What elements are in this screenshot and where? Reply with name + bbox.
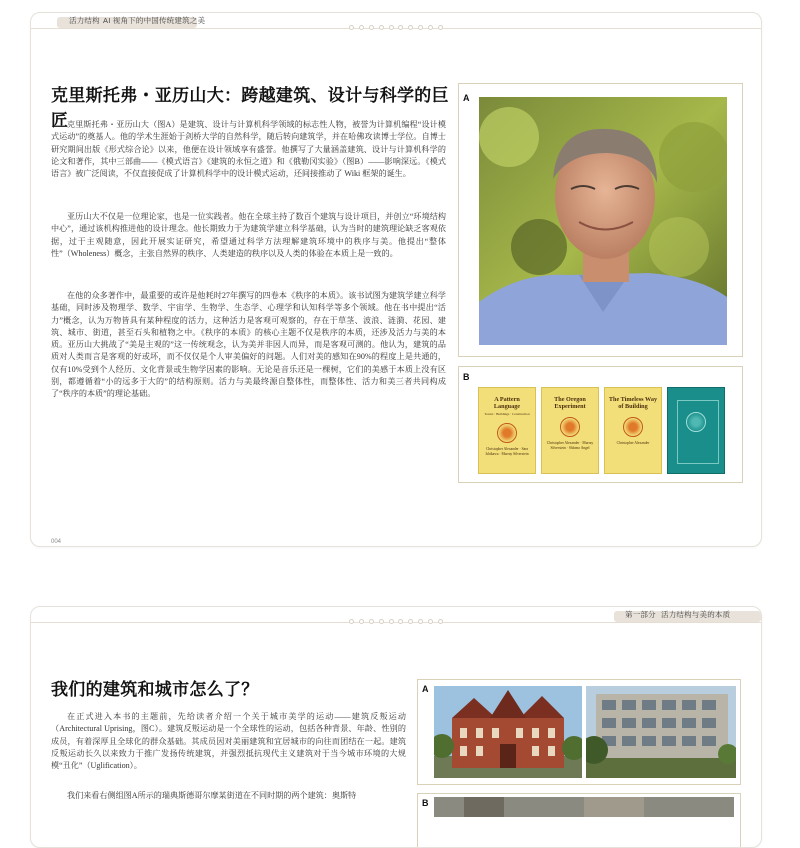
header-ornament bbox=[349, 619, 443, 626]
book-emblem-icon bbox=[497, 423, 517, 443]
figure-b-frame bbox=[417, 793, 741, 848]
modern-building-photo bbox=[586, 686, 736, 778]
header-book-title: AI 视角下的中国传统建筑之美 bbox=[103, 16, 206, 25]
paragraph-1: 在正式进入本书的主题前，先给读者介绍一个关于城市美学的运动——建筑反叛运动（Architectural Uprising，图C）。建筑反叛运动是一个全球性的运动，包括各种背景、年龄、性别的成员，有着深厚且全球化的群众基础。其成员因对美丽建筑和宜居城市的向往而团结在一起。建筑反叛运动长久以来致力于推广发扬传统建筑，并强烈抵抗现代主义建筑对于当今城市环境的大规模“丑化”（Uglification）。 bbox=[51, 712, 406, 771]
book-cover-teal bbox=[667, 387, 725, 474]
figure-a-label: A bbox=[422, 684, 429, 694]
paragraph-3: 在他的众多著作中，最重要的或许是他耗时27年撰写的四卷本《秩序的本质》。该书试图为建筑学建立科学基础，同时涉及物理学、数学、宇宙学、生物学、生态学、心理学和认知科学等多个领域。他在书中提出“活力”概念，认为万物皆具有某种程度的活力，这种活力是客观可观察的，存在于草茎、波浪、涟漪、花园、建筑、城市、街道，甚至石头和植物之中。《秩序的本质》的核心主题不仅是秩序的本质，还涉及活力与美的本质。亚历山大挑战了“美是主观的”这一传统观念，认为美并非因人而异，而是客观可测的。他认为，建筑的品质对人类而言是客观的好或坏，而不仅仅是个人审美偏好的问题。人们对美的感知在90%的程度上是共通的，仅有10%受到个人经历、文化背景或生物学因素的影响。无论是音乐还是一棵树，它们的美感于本质上没有区别，都遵循着“小的远多于大的”的结构原则。活力与美最终源自整体性，而整体性、活力和美三者共同构成了“秩序的本质”的理论基础。 bbox=[51, 291, 446, 399]
book-cover-oregon-experiment bbox=[541, 387, 599, 474]
running-header bbox=[31, 13, 761, 35]
book-emblem-icon bbox=[623, 417, 643, 437]
header-ornament bbox=[349, 25, 443, 32]
figure-a-frame bbox=[417, 679, 741, 785]
figure-a-label: A bbox=[463, 93, 470, 103]
running-header bbox=[31, 607, 761, 629]
book-title: A Pattern Language bbox=[493, 396, 521, 410]
page-title: 我们的建筑和城市怎么了？ bbox=[51, 680, 259, 699]
portrait-photo bbox=[479, 97, 727, 345]
figure-b-photo bbox=[434, 797, 734, 817]
book-subtitle: Towns · Buildings · Construction bbox=[484, 412, 530, 416]
book-authors: Christopher Alexander · Murray Silverstein · Shlomo Angel bbox=[546, 441, 594, 450]
book-emblem-icon bbox=[560, 417, 580, 437]
header-part: 第一部分 bbox=[625, 610, 656, 619]
figure-b-frame bbox=[458, 366, 743, 483]
book-title: The Timeless Way of Building bbox=[608, 396, 658, 410]
book-cover-pattern-language bbox=[478, 387, 536, 474]
header-section: 活力结构 bbox=[69, 16, 100, 25]
figure-b-label: B bbox=[422, 798, 429, 808]
header-part-title: 活力结构与美的本质 bbox=[661, 610, 731, 619]
figure-a-frame bbox=[458, 83, 743, 357]
paragraph-1: 克里斯托弗・亚历山大（图A）是建筑、设计与计算机科学领域的标志性人物，被誉为计算机编程“设计模式运动”的奠基人。他的学术生涯始于剑桥大学的自然科学，随后转向建筑学，并在哈佛攻读博士学位。自博士研究期间出版《形式综合论》以来，他便在设计领域享有盛誉。他撰写了大量涵盖建筑、设计与计算机科学的论文和著作，其中三部曲——《模式语言》《建筑的永恒之道》和《俄勒冈实验》（图B）——影响深远。《模式语言》被广泛阅读，不仅直接促成了计算机科学中的设计模式运动，还间接推动了 Wiki 框架的诞生。 bbox=[51, 120, 446, 179]
page-title: 克里斯托弗・亚历山大：跨越建筑、设计与科学的巨匠 bbox=[51, 86, 449, 130]
historic-building-photo bbox=[434, 686, 582, 778]
book-cover-timeless-way bbox=[604, 387, 662, 474]
book-title: The Oregon Experiment bbox=[554, 396, 586, 410]
book-authors: Christopher Alexander · Sara Ishikawa · Murray Silverstein bbox=[485, 447, 529, 456]
figure-b-label: B bbox=[463, 372, 470, 382]
page-spread-bottom bbox=[30, 606, 762, 848]
page-spread-top bbox=[30, 12, 762, 547]
paragraph-2: 亚历山大不仅是一位理论家，也是一位实践者。他在全球主持了数百个建筑与设计项目，并创立“环境结构中心”，通过该机构推进他的设计理念。他长期致力于为建筑学建立科学基础，认为当时的建筑理论缺乏客观依据，过于主观随意，因此开展实证研究，希望通过科学方法理解建筑环境中的秩序与美。他提出“整体性”（Wholeness）概念，主张自然界的秩序、人类建造的秩序以及人类的体验在本质上是一致的。 bbox=[51, 212, 446, 258]
book-authors: Christopher Alexander bbox=[616, 441, 650, 445]
book-border bbox=[677, 400, 719, 464]
paragraph-2: 我们来看右侧组图A所示的瑞典斯德哥尔摩某街道在不同时期的两个建筑：奥斯特 bbox=[67, 791, 357, 800]
page-number: 004 bbox=[51, 539, 62, 545]
